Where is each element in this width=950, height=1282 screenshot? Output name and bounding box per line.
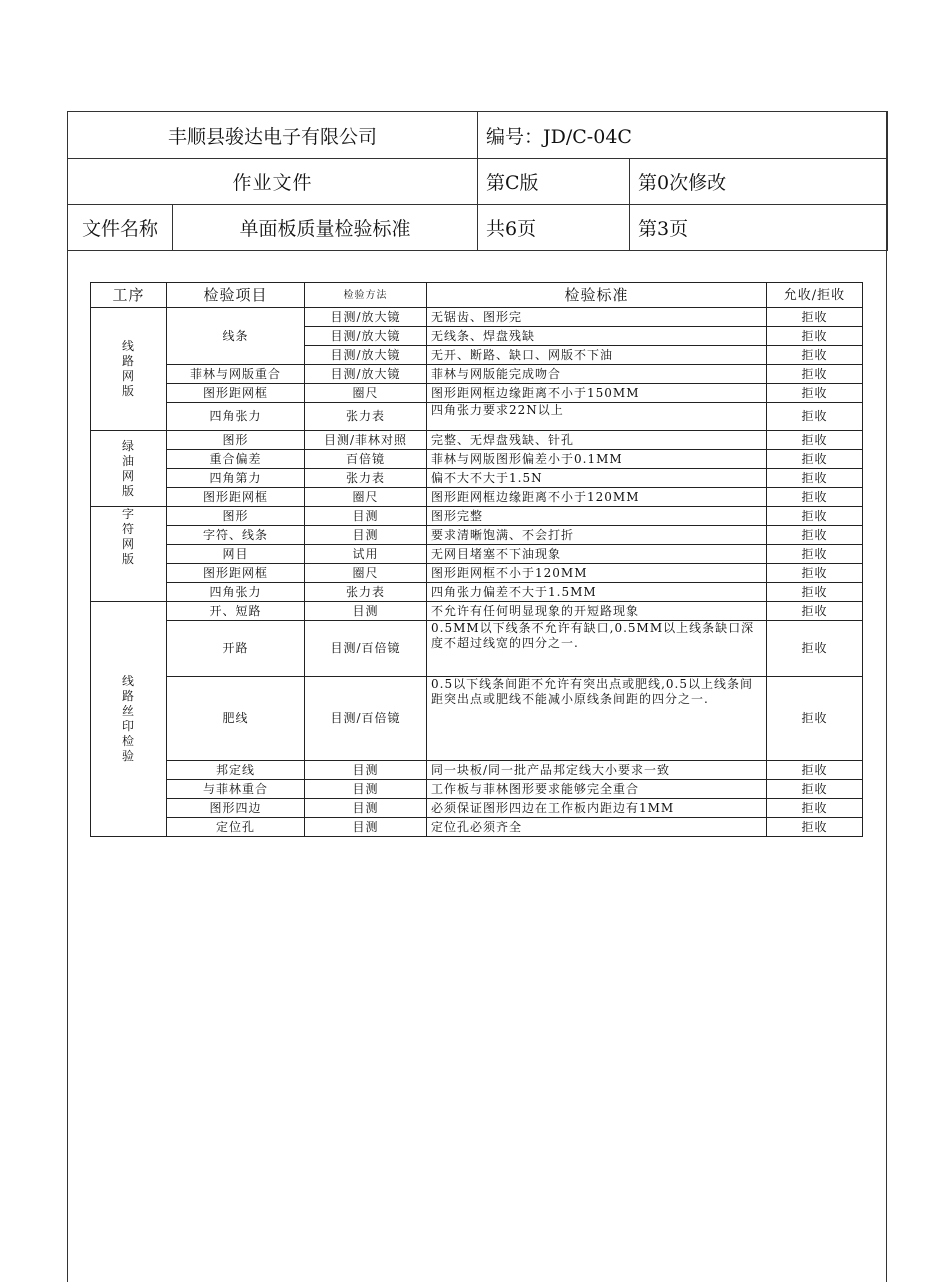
standard-cell: 偏不大不大于1.5N bbox=[427, 469, 767, 488]
standard-cell: 必须保证图形四边在工作板内距边有1MM bbox=[427, 799, 767, 818]
method-cell: 张力表 bbox=[305, 583, 427, 602]
table-row bbox=[91, 602, 863, 621]
standard-cell: 不允许有任何明显现象的开短路现象 bbox=[427, 602, 767, 621]
standard-cell: 要求清晰饱满、不会打折 bbox=[427, 526, 767, 545]
standard-cell: 菲林与网版图形偏差小于0.1MM bbox=[427, 450, 767, 469]
revision: 第0次修改 bbox=[630, 159, 888, 205]
page-number: 第3页 bbox=[630, 205, 888, 251]
standard-cell: 无线条、焊盘残缺 bbox=[427, 327, 767, 346]
result-cell: 拒收 bbox=[767, 780, 863, 799]
item-cell: 肥线 bbox=[167, 677, 305, 761]
table-row bbox=[91, 799, 863, 818]
standard-cell: 工作板与菲林图形要求能够完全重合 bbox=[427, 780, 767, 799]
method-cell: 目测/放大镜 bbox=[305, 327, 427, 346]
company-name: 丰顺县骏达电子有限公司 bbox=[68, 112, 478, 159]
table-row bbox=[91, 469, 863, 488]
item-cell: 图形距网框 bbox=[167, 384, 305, 403]
result-cell: 拒收 bbox=[767, 583, 863, 602]
result-cell: 拒收 bbox=[767, 677, 863, 761]
process-cell: 线 路 丝 印 检 验 bbox=[91, 602, 167, 837]
process-cell: 线 路 网 版 bbox=[91, 308, 167, 431]
result-cell: 拒收 bbox=[767, 507, 863, 526]
result-cell: 拒收 bbox=[767, 564, 863, 583]
method-cell: 目测/菲林对照 bbox=[305, 431, 427, 450]
item-cell: 四角张力 bbox=[167, 403, 305, 431]
table-row bbox=[91, 677, 863, 761]
table-row bbox=[91, 545, 863, 564]
result-cell: 拒收 bbox=[767, 488, 863, 507]
col-item: 检验项目 bbox=[167, 283, 305, 308]
result-cell: 拒收 bbox=[767, 403, 863, 431]
table-row bbox=[91, 365, 863, 384]
col-standard: 检验标准 bbox=[427, 283, 767, 308]
standard-cell: 四角张力要求22N以上 bbox=[427, 403, 767, 431]
standard-cell: 图形距网框边缘距离不小于150MM bbox=[427, 384, 767, 403]
version: 第C版 bbox=[478, 159, 630, 205]
method-cell: 试用 bbox=[305, 545, 427, 564]
method-cell: 百倍镜 bbox=[305, 450, 427, 469]
standard-cell: 0.5MM以下线条不允许有缺口,0.5MM以上线条缺口深度不超过线宽的四分之一. bbox=[427, 621, 767, 677]
process-cell: 字 符 网 版 bbox=[91, 507, 167, 602]
method-cell: 目测 bbox=[305, 761, 427, 780]
total-pages: 共6页 bbox=[478, 205, 630, 251]
inspection-table bbox=[90, 282, 863, 837]
table-row bbox=[91, 564, 863, 583]
result-cell: 拒收 bbox=[767, 526, 863, 545]
method-cell: 圈尺 bbox=[305, 384, 427, 403]
item-cell: 开路 bbox=[167, 621, 305, 677]
result-cell: 拒收 bbox=[767, 327, 863, 346]
method-cell: 目测 bbox=[305, 780, 427, 799]
result-cell: 拒收 bbox=[767, 450, 863, 469]
method-cell: 目测 bbox=[305, 799, 427, 818]
table-row bbox=[91, 583, 863, 602]
item-cell: 字符、线条 bbox=[167, 526, 305, 545]
standard-cell: 图形完整 bbox=[427, 507, 767, 526]
result-cell: 拒收 bbox=[767, 346, 863, 365]
standard-cell: 图形距网框边缘距离不小于120MM bbox=[427, 488, 767, 507]
method-cell: 目测/百倍镜 bbox=[305, 677, 427, 761]
method-cell: 目测 bbox=[305, 818, 427, 837]
item-cell: 与菲林重合 bbox=[167, 780, 305, 799]
method-cell: 目测 bbox=[305, 526, 427, 545]
result-cell: 拒收 bbox=[767, 365, 863, 384]
item-cell: 定位孔 bbox=[167, 818, 305, 837]
item-cell: 图形距网框 bbox=[167, 488, 305, 507]
method-cell: 目测/放大镜 bbox=[305, 346, 427, 365]
table-header-row bbox=[91, 283, 863, 308]
item-cell: 图形 bbox=[167, 507, 305, 526]
file-name: 单面板质量检验标准 bbox=[173, 205, 478, 251]
method-cell: 张力表 bbox=[305, 469, 427, 488]
standard-cell: 无锯齿、图形完 bbox=[427, 308, 767, 327]
table-row bbox=[91, 507, 863, 526]
standard-cell: 同一块板/同一批产品邦定线大小要求一致 bbox=[427, 761, 767, 780]
result-cell: 拒收 bbox=[767, 384, 863, 403]
item-cell: 图形距网框 bbox=[167, 564, 305, 583]
method-cell: 圈尺 bbox=[305, 488, 427, 507]
method-cell: 目测/放大镜 bbox=[305, 308, 427, 327]
doc-number: 编号：JD/C-04C bbox=[478, 112, 888, 159]
standard-cell: 0.5以下线条间距不允许有突出点或肥线,0.5以上线条间距突出点或肥线不能减小原线条间距的四分之一. bbox=[427, 677, 767, 761]
table-row bbox=[91, 526, 863, 545]
result-cell: 拒收 bbox=[767, 545, 863, 564]
result-cell: 拒收 bbox=[767, 308, 863, 327]
table-row bbox=[91, 403, 863, 431]
result-cell: 拒收 bbox=[767, 602, 863, 621]
doc-type: 作业文件 bbox=[68, 159, 478, 205]
table-row bbox=[91, 818, 863, 837]
result-cell: 拒收 bbox=[767, 761, 863, 780]
result-cell: 拒收 bbox=[767, 469, 863, 488]
file-name-label: 文件名称 bbox=[68, 205, 173, 251]
table-row bbox=[91, 621, 863, 677]
table-row bbox=[91, 450, 863, 469]
method-cell: 圈尺 bbox=[305, 564, 427, 583]
item-cell: 四角张力 bbox=[167, 583, 305, 602]
table-row bbox=[91, 431, 863, 450]
item-cell: 四角第力 bbox=[167, 469, 305, 488]
item-cell: 网目 bbox=[167, 545, 305, 564]
standard-cell: 图形距网框不小于120MM bbox=[427, 564, 767, 583]
result-cell: 拒收 bbox=[767, 621, 863, 677]
col-result: 允收/拒收 bbox=[767, 283, 863, 308]
item-cell: 邦定线 bbox=[167, 761, 305, 780]
col-method: 检验方法 bbox=[305, 283, 427, 308]
result-cell: 拒收 bbox=[767, 799, 863, 818]
item-cell: 重合偏差 bbox=[167, 450, 305, 469]
table-row bbox=[91, 761, 863, 780]
standard-cell: 完整、无焊盘残缺、针孔 bbox=[427, 431, 767, 450]
item-cell: 图形四边 bbox=[167, 799, 305, 818]
process-cell: 绿 油 网 版 bbox=[91, 431, 167, 507]
item-cell: 线条 bbox=[167, 308, 305, 365]
standard-cell: 定位孔必须齐全 bbox=[427, 818, 767, 837]
standard-cell: 无开、断路、缺口、网版不下油 bbox=[427, 346, 767, 365]
standard-cell: 四角张力偏差不大于1.5MM bbox=[427, 583, 767, 602]
table-row bbox=[91, 308, 863, 327]
method-cell: 张力表 bbox=[305, 403, 427, 431]
item-cell: 开、短路 bbox=[167, 602, 305, 621]
table-row bbox=[91, 780, 863, 799]
table-row bbox=[91, 384, 863, 403]
col-process: 工序 bbox=[91, 283, 167, 308]
document-header bbox=[67, 111, 888, 251]
item-cell: 图形 bbox=[167, 431, 305, 450]
method-cell: 目测 bbox=[305, 602, 427, 621]
standard-cell: 菲林与网版能完成吻合 bbox=[427, 365, 767, 384]
result-cell: 拒收 bbox=[767, 818, 863, 837]
method-cell: 目测/百倍镜 bbox=[305, 621, 427, 677]
method-cell: 目测/放大镜 bbox=[305, 365, 427, 384]
result-cell: 拒收 bbox=[767, 431, 863, 450]
table-row bbox=[91, 488, 863, 507]
standard-cell: 无网目堵塞不下油现象 bbox=[427, 545, 767, 564]
item-cell: 菲林与网版重合 bbox=[167, 365, 305, 384]
method-cell: 目测 bbox=[305, 507, 427, 526]
